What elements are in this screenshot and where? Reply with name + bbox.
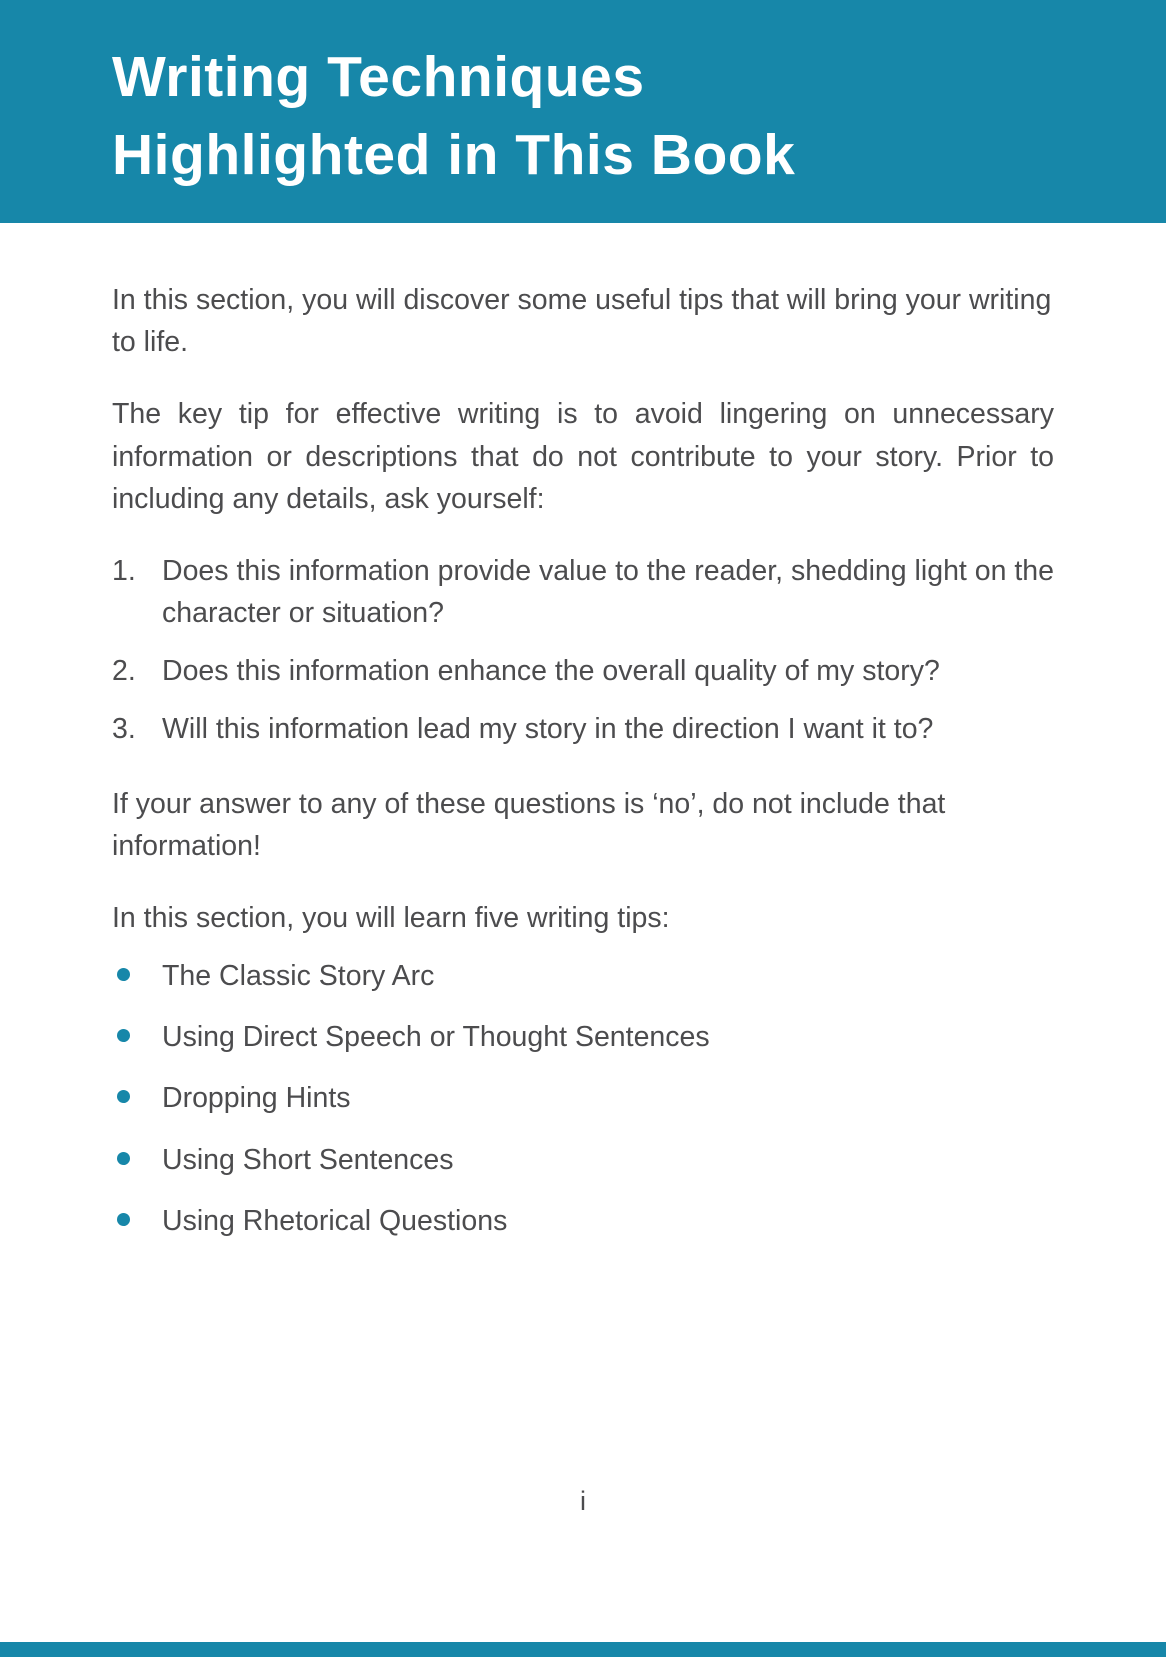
list-item-text: Using Direct Speech or Thought Sentences — [162, 1021, 710, 1054]
tips-intro-paragraph: In this section, you will learn five writing tips: — [112, 901, 670, 934]
list-item — [112, 1016, 1054, 1058]
bullet-dot-icon — [112, 955, 162, 981]
list-item — [112, 955, 1054, 997]
list-item-number: 2. — [112, 655, 136, 688]
answer-note-paragraph: If your answer to any of these questions is ‘no’, do not include that information! — [112, 787, 946, 862]
questions-numbered-list — [112, 550, 1054, 751]
bullet-dot-icon — [112, 1139, 162, 1165]
tips-bullet-list — [112, 955, 1054, 1242]
list-item-text: Using Short Sentences — [162, 1143, 454, 1176]
list-item — [112, 1200, 1054, 1242]
list-item-number: 1. — [112, 554, 136, 587]
list-item — [112, 650, 1054, 692]
list-item-text: Using Rhetorical Questions — [162, 1204, 508, 1237]
bullet-dot-icon — [112, 1077, 162, 1103]
list-item-text: Does this information provide value to the reader, shedding light on the character or situation? — [162, 554, 1054, 630]
list-item — [112, 708, 1054, 750]
chapter-header-banner — [0, 0, 1166, 223]
list-item-text: Dropping Hints — [162, 1082, 351, 1115]
intro-paragraph: In this section, you will discover some useful tips that will bring your writing to life. — [112, 284, 1052, 359]
list-item-number: 3. — [112, 713, 136, 746]
page-title-line-1: Writing Techniques — [112, 45, 645, 109]
list-item — [112, 1077, 1054, 1119]
list-item — [112, 1139, 1054, 1181]
list-item — [112, 550, 1054, 634]
key-tip-paragraph: The key tip for effective writing is to avoid lingering on unnecessary information or descriptions that do not contribute to your story. Prior to including any details, ask yourself: — [112, 398, 1054, 515]
page-title-line-2: Highlighted in This Book — [112, 123, 796, 188]
page-title — [112, 38, 1066, 194]
list-item-text: Does this information enhance the overall quality of my story? — [162, 655, 940, 688]
bullet-dot-icon — [112, 1016, 162, 1042]
list-item-text: Will this information lead my story in the direction I want it to? — [162, 713, 934, 746]
bullet-dot-icon — [112, 1200, 162, 1226]
list-item-text: The Classic Story Arc — [162, 960, 435, 993]
page-content — [0, 223, 1166, 1242]
page-number: i — [580, 1486, 586, 1516]
bottom-accent-bar — [0, 1642, 1166, 1657]
